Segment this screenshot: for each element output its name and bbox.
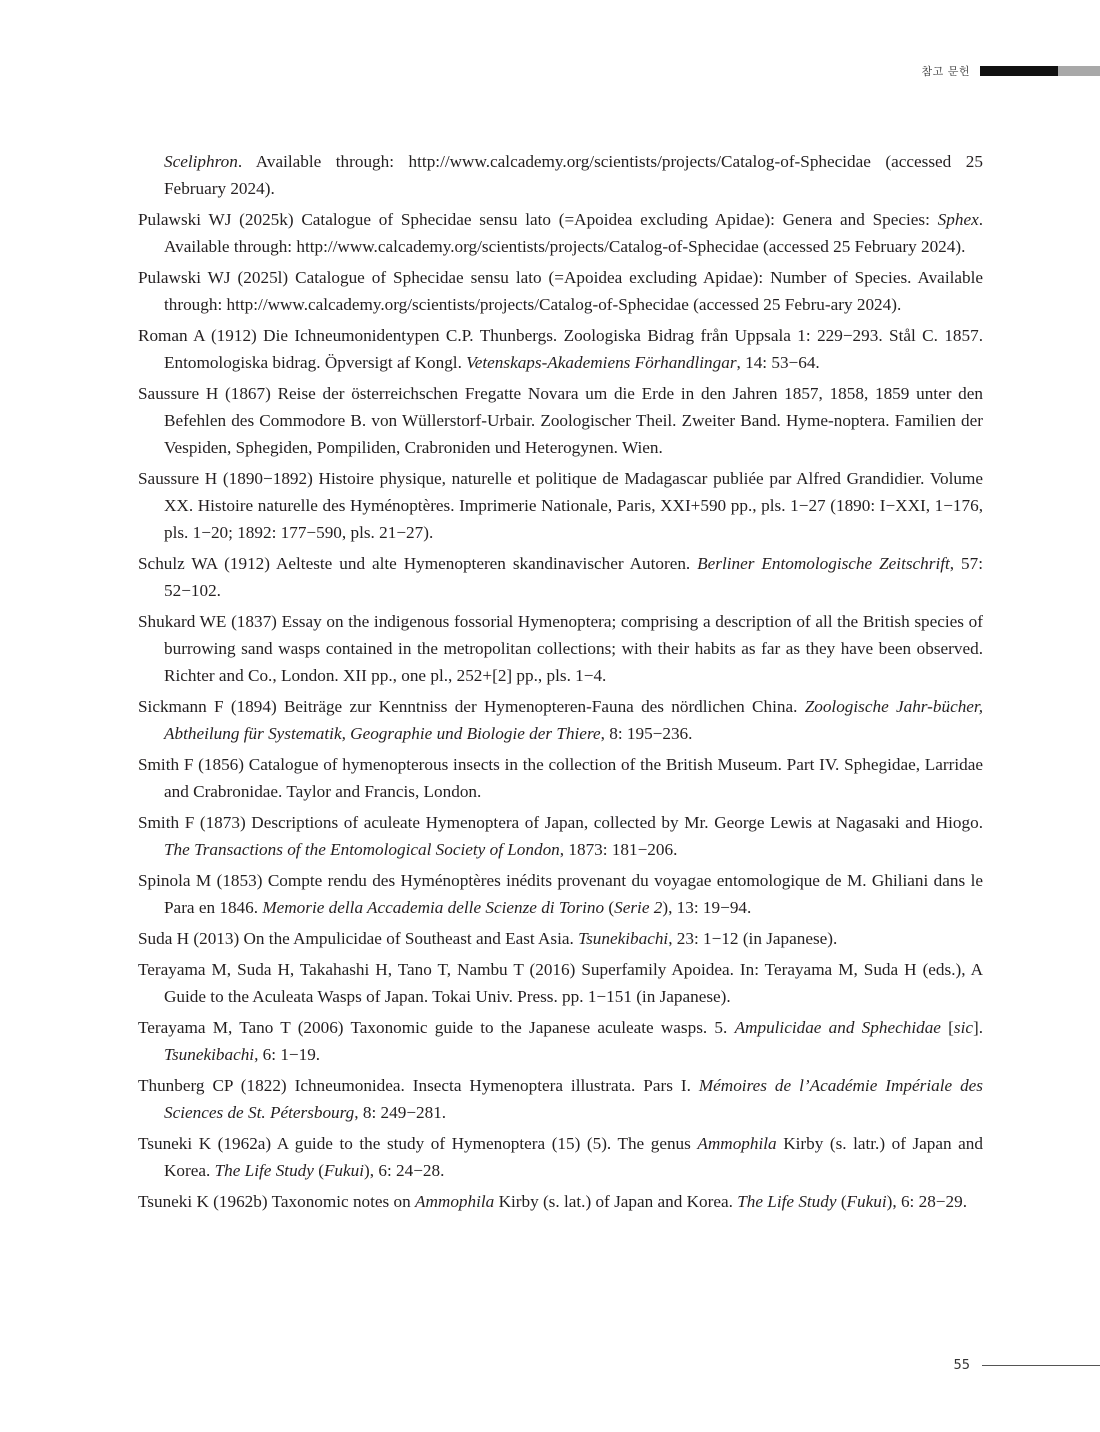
- reference-text: (: [313, 1161, 324, 1180]
- running-header: [921, 62, 1100, 80]
- reference-text: Kirby (s. latr.) of Japan and Korea.: [164, 1134, 983, 1180]
- reference-text: , 14: 53−64.: [736, 353, 820, 372]
- italic-title: Tsunekibachi: [164, 1045, 255, 1064]
- reference-text: Sickmann F (1894) Beiträge zur Kenntniss der Hymenopteren-Fauna des nördlichen China.: [138, 697, 805, 716]
- reference-text: Thunberg CP (1822) Ichneumonidea. Insecta Hymenoptera illustrata. Pars I.: [138, 1076, 699, 1095]
- reference-entry: [138, 380, 983, 461]
- reference-text: [: [940, 1018, 954, 1037]
- reference-text: Spinola M (1853) Compte rendu des Hyménoptères inédits provenant du voyagae entomologique de M. Ghiliani dans le Para en 1846.: [138, 871, 983, 917]
- reference-text: , 8: 195−236.: [600, 724, 693, 743]
- reference-text: , 57: 52−102.: [164, 554, 983, 600]
- italic-title: Sceliphron: [164, 152, 238, 171]
- reference-entry: [138, 1188, 983, 1215]
- italic-title: Mémoires de l’Académie Impériale des Sciences de St. Pétersbourg: [164, 1076, 983, 1122]
- italic-title: Berliner Entomologische Zeitschrift: [697, 554, 950, 573]
- reference-text: , 1873: 181−206.: [559, 840, 678, 859]
- reference-entry: [138, 608, 983, 689]
- reference-text: Saussure H (1867) Reise der österreichschen Fregatte Novara um die Erde in den Jahren 1857, 1858, 1859 unter den Befehlen des Commodore B. von Wüllerstorf-Urbair. Zoologischer Theil. Zweiter Band. Hyme-noptera. Familien der Vespiden, Sphegiden, Pompiliden, Crabroniden und Heterogynen. Wien.: [138, 384, 983, 457]
- italic-title: Fukui: [846, 1192, 887, 1211]
- reference-list: [138, 148, 983, 1219]
- italic-title: The Life Study: [214, 1161, 314, 1180]
- reference-text: (: [604, 898, 615, 917]
- italic-title: Fukui: [323, 1161, 365, 1180]
- reference-text: , 8: 249−281.: [354, 1103, 447, 1122]
- reference-entry: [138, 925, 983, 952]
- reference-text: ), 6: 28−29.: [886, 1192, 967, 1211]
- section-label: 참고 문헌: [921, 65, 970, 78]
- reference-text: ].: [972, 1018, 984, 1037]
- reference-text: Terayama M, Tano T (2006) Taxonomic guide to the Japanese aculeate wasps. 5.: [138, 1018, 735, 1037]
- reference-text: Kirby (s. lat.) of Japan and Korea.: [494, 1192, 738, 1211]
- reference-text: Shukard WE (1837) Essay on the indigenous fossorial Hymenoptera; comprising a description of all the British species of burrowing sand wasps contained in the metropolitan collections; with their habits as far as they have been observed. Richter and Co., London. XII pp., one pl., 252+[2] pp., pls. 1−4.: [138, 612, 983, 685]
- reference-text: Tsuneki K (1962b) Taxonomic notes on: [138, 1192, 416, 1211]
- italic-title: Ammophila: [415, 1192, 495, 1211]
- reference-entry: [138, 465, 983, 546]
- reference-text: ), 13: 19−94.: [662, 898, 752, 917]
- reference-entry-continued: [138, 148, 983, 202]
- reference-entry: [138, 1014, 983, 1068]
- reference-text: Suda H (2013) On the Ampulicidae of Southeast and East Asia.: [138, 929, 579, 948]
- reference-entry: [138, 809, 983, 863]
- header-bar-dark: [980, 66, 1058, 76]
- italic-title: Vetenskaps-Akademiens Förhandlingar: [466, 353, 737, 372]
- reference-entry: [138, 956, 983, 1010]
- reference-text: Pulawski WJ (2025l) Catalogue of Sphecidae sensu lato (=Apoidea excluding Apidae): Number of Species. Available through: http://www.calcademy.org/scientists/projects/Catalog-of-Sphecidae (accessed 25 Febru-ary 2024).: [138, 268, 983, 314]
- italic-title: Ampulicidae and Sphechidae: [734, 1018, 941, 1037]
- reference-text: Pulawski WJ (2025k) Catalogue of Sphecidae sensu lato (=Apoidea excluding Apidae): Genera and Species:: [138, 210, 938, 229]
- reference-text: ), 6: 24−28.: [364, 1161, 445, 1180]
- reference-entry: [138, 550, 983, 604]
- italic-title: Tsunekibachi: [578, 929, 669, 948]
- page-number: 55: [953, 1358, 970, 1373]
- italic-title: Zoologische Jahr-bücher, Abtheilung für Systematik, Geographie und Biologie der Thiere: [164, 697, 983, 743]
- italic-title: Memorie della Accademia delle Scienze di Torino: [262, 898, 605, 917]
- italic-title: The Life Study: [737, 1192, 837, 1211]
- page-footer: [953, 1358, 1100, 1373]
- reference-entry: [138, 1072, 983, 1126]
- reference-entry: [138, 867, 983, 921]
- reference-text: Saussure H (1890−1892) Histoire physique, naturelle et politique de Madagascar publiée par Alfred Grandidier. Volume XX. Histoire naturelle des Hyménoptères. Imprimerie Nationale, Paris, XXI+590 pp., pls. 1−27 (1890: I−XXI, 1−176, pls. 1−20; 1892: 177−590, pls. 21−27).: [138, 469, 983, 542]
- reference-text: , 6: 1−19.: [254, 1045, 321, 1064]
- reference-text: Roman A (1912) Die Ichneumonidentypen C.P. Thunbergs. Zoologiska Bidrag från Uppsala 1: 229−293. Stål C. 1857. Entomologiska bidrag. Öpversigt af Kongl.: [138, 326, 983, 372]
- reference-entry: [138, 206, 983, 260]
- reference-entry: [138, 693, 983, 747]
- italic-title: Ammophila: [697, 1134, 777, 1153]
- italic-title: The Transactions of the Entomological Society of London: [164, 840, 560, 859]
- reference-text: Terayama M, Suda H, Takahashi H, Tano T, Nambu T (2016) Superfamily Apoidea. In: Terayama M, Suda H (eds.), A Guide to the Aculeata Wasps of Japan. Tokai Univ. Press. pp. 1−151 (in Japanese).: [138, 960, 983, 1006]
- reference-text: Schulz WA (1912) Aelteste und alte Hymenopteren skandinavischer Autoren.: [138, 554, 698, 573]
- reference-text: Tsuneki K (1962a) A guide to the study of Hymenoptera (15) (5). The genus: [138, 1134, 698, 1153]
- reference-text: (: [836, 1192, 847, 1211]
- reference-text: , 23: 1−12 (in Japanese).: [668, 929, 838, 948]
- header-bar-light: [1058, 66, 1100, 76]
- italic-title: Sphex: [937, 210, 979, 229]
- italic-title: sic: [953, 1018, 973, 1037]
- footer-rule: [982, 1365, 1100, 1366]
- reference-text: Smith F (1856) Catalogue of hymenopterous insects in the collection of the British Museum. Part IV. Sphegidae, Larridae and Crabronidae. Taylor and Francis, London.: [138, 755, 983, 801]
- reference-text: . Available through: http://www.calcademy.org/scientists/projects/Catalog-of-Sphecidae (accessed 25 February 2024).: [164, 152, 983, 198]
- reference-entry: [138, 751, 983, 805]
- reference-text: Smith F (1873) Descriptions of aculeate Hymenoptera of Japan, collected by Mr. George Lewis at Nagasaki and Hiogo.: [138, 813, 983, 832]
- reference-text: . Available through: http://www.calcademy.org/scientists/projects/Catalog-of-Sphecidae (accessed 25 February 2024).: [164, 210, 983, 256]
- reference-entry: [138, 1130, 983, 1184]
- reference-entry: [138, 264, 983, 318]
- reference-entry: [138, 322, 983, 376]
- italic-title: Serie 2: [614, 898, 663, 917]
